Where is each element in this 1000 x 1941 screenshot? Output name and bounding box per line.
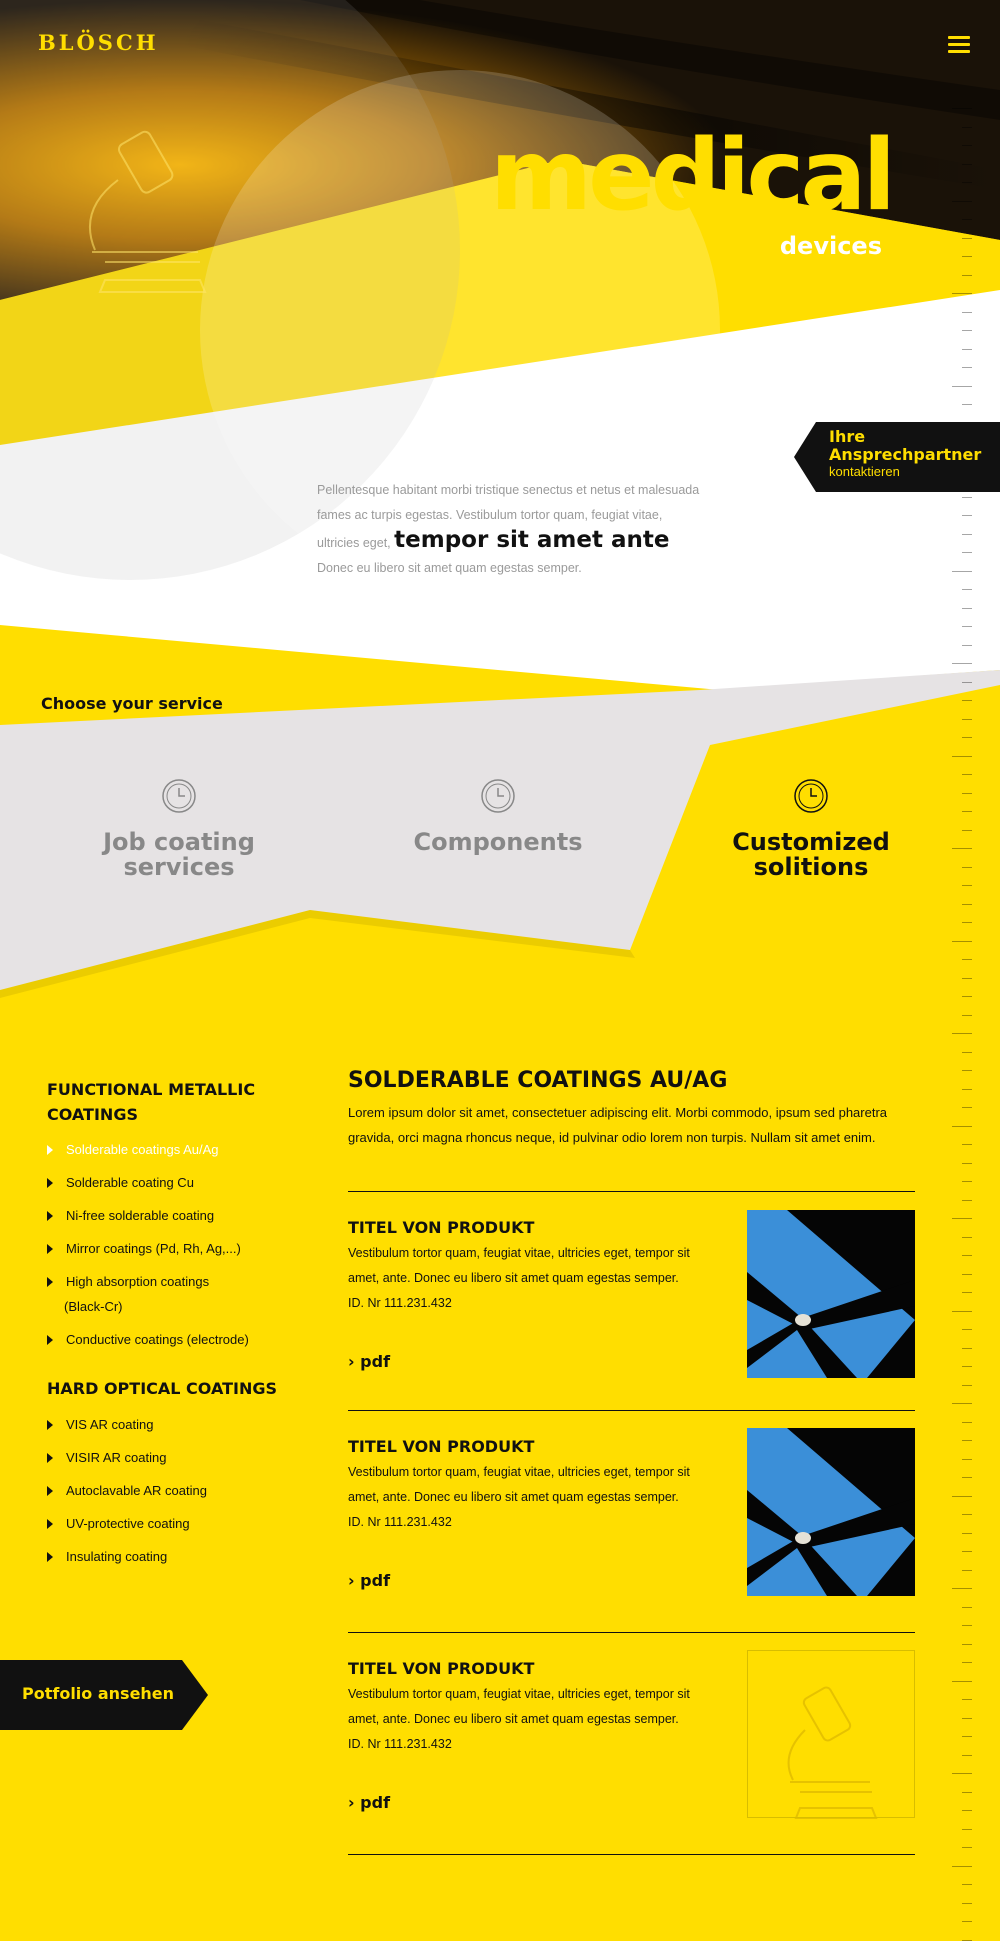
pdf-link[interactable]: › pdf [348, 1571, 391, 1590]
product-description: Vestibulum tortor quam, feugiat vitae, ultricies eget, tempor sit amet, ante. Donec eu libero sit amet quam egestas semper. ID. Nr 111.231.432 [348, 1687, 690, 1751]
ruler-tick [962, 626, 972, 627]
product-image [747, 1428, 915, 1596]
divider [348, 1854, 915, 1855]
ruler-tick [962, 367, 972, 368]
ruler-tick [962, 1792, 972, 1793]
ruler-tick [962, 1477, 972, 1478]
sidebar-list-metallic [47, 1137, 287, 1360]
ruler-tick [962, 1459, 972, 1460]
clock-icon [161, 778, 197, 814]
ruler-tick [962, 275, 972, 276]
menu-icon[interactable] [948, 36, 970, 54]
ruler-tick [962, 700, 972, 701]
product-id: ID. Nr 111.231.432 [348, 1296, 452, 1310]
sidebar-item[interactable]: Solderable coating Cu [47, 1170, 287, 1195]
ruler-tick [952, 663, 972, 664]
ruler-tick [952, 1403, 972, 1404]
ruler-tick [952, 571, 972, 572]
service-customized[interactable] [711, 778, 911, 880]
ruler-tick [962, 1163, 972, 1164]
sidebar-item[interactable]: UV-protective coating [47, 1511, 287, 1536]
ruler-tick [962, 1422, 972, 1423]
ruler-tick [952, 293, 972, 294]
ruler-tick [962, 145, 972, 146]
ruler-tick [962, 737, 972, 738]
portfolio-label: Potfolio ansehen [22, 1684, 175, 1703]
product-id: ID. Nr 111.231.432 [348, 1515, 452, 1529]
divider [348, 1191, 915, 1192]
ruler-tick [962, 608, 972, 609]
product-description: Vestibulum tortor quam, feugiat vitae, ultricies eget, tempor sit amet, ante. Donec eu libero sit amet quam egestas semper. ID. Nr 111.231.432 [348, 1246, 690, 1310]
sidebar-item[interactable]: VISIR AR coating [47, 1445, 287, 1470]
ruler-tick [962, 1533, 972, 1534]
ruler-tick [962, 1292, 972, 1293]
ruler-tick [962, 312, 972, 313]
pdf-link[interactable]: › pdf [348, 1793, 391, 1812]
sidebar-item-continued[interactable]: (Black-Cr) [64, 1299, 123, 1314]
service-label-2: solitions [753, 853, 869, 881]
ruler-tick [952, 756, 972, 757]
ruler-tick [962, 515, 972, 516]
service-job-coating[interactable] [79, 778, 279, 880]
ruler-tick [962, 1662, 972, 1663]
ruler-tick [962, 1255, 972, 1256]
ruler-tick [952, 1588, 972, 1589]
ruler-tick [962, 1348, 972, 1349]
sidebar-item[interactable]: Insulating coating [47, 1544, 287, 1569]
ruler-tick [962, 182, 972, 183]
ruler-tick [962, 219, 972, 220]
ruler-tick [962, 1940, 972, 1941]
product-image-placeholder [747, 1650, 915, 1818]
main-title: SOLDERABLE COATINGS AU/AG [348, 1068, 728, 1093]
service-components[interactable] [398, 778, 598, 855]
ruler-tick [962, 1181, 972, 1182]
pdf-link[interactable]: › pdf [348, 1352, 391, 1371]
intro-text [317, 478, 707, 581]
sidebar-item[interactable]: VIS AR coating [47, 1412, 287, 1437]
sidebar-heading-metallic: FUNCTIONAL METALLIC COATINGS [47, 1080, 256, 1124]
service-label-2: services [123, 853, 235, 881]
intro-after: Donec eu libero sit amet quam egestas semper. [317, 561, 582, 575]
ruler-tick [962, 497, 972, 498]
clock-icon [793, 778, 829, 814]
ruler-tick [962, 1329, 972, 1330]
sidebar-item[interactable]: Conductive coatings (electrode) [47, 1327, 287, 1352]
ruler-tick [962, 1107, 972, 1108]
clock-icon [480, 778, 516, 814]
ruler-tick [962, 1903, 972, 1904]
ruler-tick [962, 1570, 972, 1571]
ruler-tick [962, 904, 972, 905]
ruler-tick [962, 978, 972, 979]
ruler-tick [962, 127, 972, 128]
ruler-tick [962, 349, 972, 350]
sidebar-heading-optical: HARD OPTICAL COATINGS [47, 1379, 277, 1398]
product-id: ID. Nr 111.231.432 [348, 1737, 452, 1751]
divider [348, 1632, 915, 1633]
contact-line-1: Ihre [829, 427, 866, 446]
ruler-tick [952, 1126, 972, 1127]
sidebar-item[interactable]: Autoclavable AR coating [47, 1478, 287, 1503]
ruler-tick [962, 774, 972, 775]
ruler-tick [962, 1699, 972, 1700]
ruler-tick [962, 1921, 972, 1922]
brand-logo[interactable]: BLÖSCH [38, 30, 159, 55]
ruler-tick [962, 534, 972, 535]
sidebar-item[interactable]: Solderable coatings Au/Ag [47, 1137, 287, 1162]
ruler-tick [962, 922, 972, 923]
ruler-tick [952, 1033, 972, 1034]
ruler-tick [962, 1052, 972, 1053]
ruler-tick [952, 1681, 972, 1682]
service-label-1: Customized [732, 828, 890, 856]
ruler-tick [962, 589, 972, 590]
ruler-tick [962, 1274, 972, 1275]
ruler-tick [952, 201, 972, 202]
product-image [747, 1210, 915, 1378]
ruler-tick [962, 1607, 972, 1608]
portfolio-button[interactable] [0, 1660, 208, 1730]
contact-line-3: kontaktieren [829, 464, 900, 479]
hero-subtitle: devices [779, 232, 882, 260]
ruler-tick [962, 1644, 972, 1645]
intro-before: Pellentesque habitant morbi tristique senectus et netus et malesuada fames ac turpis egestas. Vestibulum tortor quam, feugiat vitae, ultricies eget, [317, 483, 700, 550]
ruler-tick [962, 404, 972, 405]
ruler-tick [952, 1773, 972, 1774]
sidebar-item[interactable]: High absorption coatings [47, 1269, 287, 1294]
scroll-ruler [948, 108, 972, 1908]
sidebar-item[interactable]: Mirror coatings (Pd, Rh, Ag,...) [47, 1236, 287, 1261]
ruler-tick [962, 238, 972, 239]
product-description: Vestibulum tortor quam, feugiat vitae, ultricies eget, tempor sit amet, ante. Donec eu libero sit amet quam egestas semper. ID. Nr 111.231.432 [348, 1465, 690, 1529]
ruler-tick [952, 941, 972, 942]
ruler-tick [962, 256, 972, 257]
product-title: TITEL VON PRODUKT [348, 1659, 535, 1678]
ruler-tick [952, 848, 972, 849]
service-label-1: Components [413, 828, 583, 856]
product-title: TITEL VON PRODUKT [348, 1437, 535, 1456]
ruler-tick [962, 1089, 972, 1090]
ruler-tick [962, 164, 972, 165]
ruler-tick [962, 1736, 972, 1737]
ruler-tick [962, 682, 972, 683]
sidebar-item[interactable]: Ni-free solderable coating [47, 1203, 287, 1228]
ruler-tick [962, 1070, 972, 1071]
ruler-tick [952, 1218, 972, 1219]
ruler-tick [962, 959, 972, 960]
ruler-tick [962, 1810, 972, 1811]
ruler-tick [962, 1551, 972, 1552]
ruler-tick [962, 645, 972, 646]
ruler-tick [952, 1311, 972, 1312]
ruler-tick [952, 1496, 972, 1497]
ruler-tick [952, 108, 972, 109]
ruler-tick [952, 386, 972, 387]
ruler-tick [962, 1755, 972, 1756]
ruler-tick [962, 830, 972, 831]
ruler-tick [962, 996, 972, 997]
ruler-tick [962, 793, 972, 794]
ruler-tick [962, 1847, 972, 1848]
main-description: Lorem ipsum dolor sit amet, consectetuer adipiscing elit. Morbi commodo, ipsum sed pharetra gravida, orci magna rhoncus neque, id pulvinar odio lorem non turpis. Nullam sit amet enim. [348, 1105, 888, 1145]
ruler-tick [962, 811, 972, 812]
ruler-tick [962, 1440, 972, 1441]
service-label-1: Job coating [103, 828, 255, 856]
ruler-tick [962, 719, 972, 720]
ruler-tick [962, 1015, 972, 1016]
ruler-tick [962, 1385, 972, 1386]
ruler-tick [962, 1366, 972, 1367]
ruler-tick [962, 1514, 972, 1515]
product-title: TITEL VON PRODUKT [348, 1218, 535, 1237]
hero-title: medical [490, 119, 893, 233]
ruler-tick [962, 1200, 972, 1201]
ruler-tick [962, 1829, 972, 1830]
ruler-tick [962, 1884, 972, 1885]
ruler-tick [952, 1866, 972, 1867]
ruler-tick [962, 552, 972, 553]
contact-button[interactable] [794, 422, 1000, 492]
intro-emphasis: tempor sit amet ante [394, 527, 670, 553]
ruler-tick [962, 1718, 972, 1719]
contact-line-2: Ansprechpartner [829, 445, 982, 464]
ruler-tick [962, 1625, 972, 1626]
ruler-tick [962, 867, 972, 868]
ruler-tick [962, 1144, 972, 1145]
services-heading: Choose your service [41, 694, 223, 713]
ruler-tick [962, 1237, 972, 1238]
sidebar-list-optical [47, 1412, 287, 1577]
divider [348, 1410, 915, 1411]
ruler-tick [962, 330, 972, 331]
ruler-tick [962, 885, 972, 886]
